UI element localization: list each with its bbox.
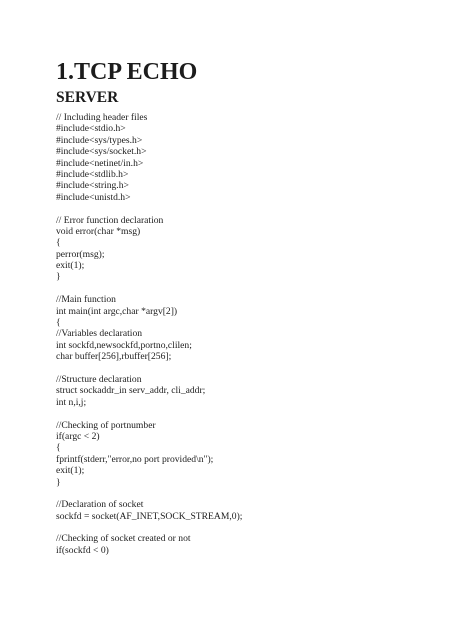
code-line: #include<unistd.h>	[56, 191, 131, 203]
code-line: //Declaration of socket	[56, 499, 144, 511]
code-line: //Structure declaration	[56, 373, 142, 385]
code-line: #include<netinet/in.h>	[56, 157, 144, 169]
code-line: if(argc < 2)	[56, 430, 100, 442]
code-line: {	[56, 442, 61, 454]
section-heading: SERVER	[56, 89, 119, 106]
code-line: if(sockfd < 0)	[56, 544, 109, 556]
code-blank-line	[56, 203, 242, 214]
code-line: //Main function	[56, 294, 116, 306]
code-blank-line	[56, 283, 242, 294]
code-line: void error(char *msg)	[56, 225, 141, 237]
code-line: exit(1);	[56, 465, 85, 477]
code-line: #include<sys/socket.h>	[56, 146, 147, 158]
code-line: int sockfd,newsockfd,portno,clilen;	[56, 339, 192, 351]
code-line: #include<stdlib.h>	[56, 168, 129, 180]
code-line: // Error function declaration	[56, 214, 164, 226]
code-line: sockfd = socket(AF_INET,SOCK_STREAM,0);	[56, 510, 243, 522]
code-line: //Checking of socket created or not	[56, 533, 191, 545]
code-line: #include<stdio.h>	[56, 123, 126, 135]
code-line: // Including header files	[56, 112, 148, 123]
code-blank-line	[56, 363, 242, 374]
code-line: {	[56, 317, 61, 329]
code-line: {	[56, 237, 61, 249]
code-listing	[56, 112, 242, 556]
code-line: int n,i,j;	[56, 396, 87, 408]
code-blank-line	[56, 488, 242, 499]
code-line: #include<sys/types.h>	[56, 134, 143, 146]
code-line: int main(int argc,char *argv[2])	[56, 305, 178, 317]
code-line: //Checking of portnumber	[56, 419, 156, 431]
code-line: }	[56, 271, 61, 283]
code-blank-line	[56, 522, 242, 533]
code-line: #include<string.h>	[56, 180, 129, 192]
code-line: exit(1);	[56, 260, 85, 272]
code-blank-line	[56, 408, 242, 419]
code-line: fprintf(stderr,"error,no port provided\n");	[56, 453, 214, 465]
document-title: 1.TCP ECHO	[56, 59, 198, 85]
code-line: char buffer[256],rbuffer[256];	[56, 351, 172, 363]
code-line: struct sockaddr_in serv_addr, cli_addr;	[56, 385, 206, 397]
code-line: perror(msg);	[56, 248, 105, 260]
code-line: }	[56, 476, 61, 488]
code-line: //Variables declaration	[56, 328, 143, 340]
